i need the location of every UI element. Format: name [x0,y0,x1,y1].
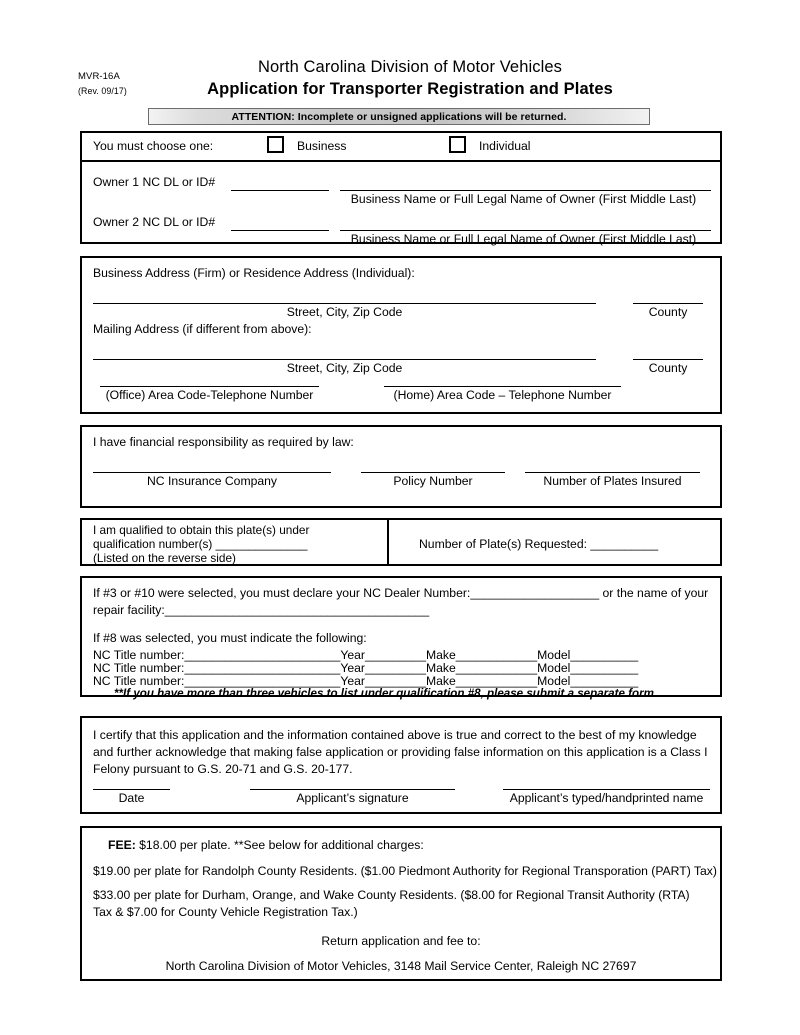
home-phone-field[interactable] [384,386,621,387]
checkbox-individual[interactable] [449,136,466,153]
model-field[interactable]: __________ [570,661,639,675]
fee-line [108,837,424,854]
dealer-number-label: If #3 or #10 were selected, you must declare your NC Dealer Number: [93,586,471,600]
checkbox-business[interactable] [267,136,284,153]
signature-field[interactable] [250,789,455,790]
dealer-number-line [93,585,713,602]
policy-number-caption: Policy Number [393,474,473,488]
owner-fields [82,162,720,244]
qualification-line-3: (Listed on the reverse side) [93,551,236,565]
owner2-name-field[interactable] [340,230,711,231]
model-label: Model [537,661,571,675]
certification-section [80,716,722,814]
year-label: Year [340,648,365,662]
vehicle-footnote: **If you have more than three vehicles to list under qualification #8, please submit a separate form. [114,687,658,700]
return-address: North Carolina Division of Motor Vehicles, 3148 Mail Service Center, Raleigh NC 27697 [165,959,637,973]
document-header [0,58,800,99]
model-field[interactable]: __________ [570,648,639,662]
owner1-id-field[interactable] [231,190,329,191]
home-phone-caption: (Home) Area Code – Telephone Number [393,388,612,402]
year-field[interactable]: _________ [364,648,426,662]
model-label: Model [537,674,571,688]
model-field[interactable]: __________ [570,674,639,688]
insurance-company-caption: NC Insurance Company [146,474,278,488]
make-field[interactable]: ____________ [455,661,538,675]
page-title: Application for Transporter Registration and Plates [207,80,613,98]
title-number-field[interactable]: _______________________ [184,661,341,675]
year-field[interactable]: _________ [364,661,426,675]
title-number-label: NC Title number: [93,648,185,662]
date-field[interactable] [93,789,170,790]
attention-text: ATTENTION: Incomplete or unsigned applications will be returned. [231,110,567,123]
owner2-name-caption: Business Name or Full Legal Name of Owner (First Middle Last) [350,232,697,246]
fee-durham-line-2: Tax & $7.00 for County Vehicle Registration Tax.) [93,905,358,919]
owner-section [80,131,722,244]
office-phone-field[interactable] [100,386,319,387]
choose-one-label: You must choose one: [93,139,214,153]
attention-banner [148,108,650,125]
qualification-section [80,518,722,566]
fee-section [80,826,722,981]
certification-paragraph: I certify that this application and the information contained above is true and correct to the best of my knowledge and further acknowledge that making false application or providing false information on this application is a Class I Felony pursuant to G.S. 20-71 and G.S. 20-177. [93,728,708,776]
title-number-label: NC Title number: [93,661,185,675]
street-caption-2: Street, City, Zip Code [286,361,403,375]
label-business: Business [297,139,347,153]
owner1-name-field[interactable] [340,190,711,191]
printed-name-caption: Applicant’s typed/handprinted name [509,791,704,805]
office-phone-caption: (Office) Area Code-Telephone Number [105,388,314,402]
qualification-line-1: I am qualified to obtain this plate(s) under [93,523,310,537]
fee-label: FEE: [108,838,136,852]
dealer-number-field[interactable]: ___________________ [470,586,600,600]
return-to-label: Return application and fee to: [321,934,481,948]
agency-name: North Carolina Division of Motor Vehicles [258,58,562,76]
make-field[interactable]: ____________ [455,674,538,688]
owner1-name-caption: Business Name or Full Legal Name of Owner (First Middle Last) [350,192,697,206]
printed-name-field[interactable] [503,789,710,790]
qualification-line-2[interactable]: qualification number(s) ______________ [93,537,308,551]
street-caption-1: Street, City, Zip Code [286,305,403,319]
fee-durham-line-1: $33.00 per plate for Durham, Orange, and Wake County Residents. ($8.00 for Regional Transit Authority (RTA) [93,888,690,902]
choose-one-row [82,133,720,162]
financial-responsibility-label: I have financial responsibility as required by law: [93,435,354,449]
county-caption-1: County [648,305,688,319]
qualification-8-label: If #8 was selected, you must indicate the following: [93,631,367,645]
address-section [80,256,722,414]
owner1-label: Owner 1 NC DL or ID# [93,175,216,189]
qualification-divider [387,520,389,564]
form-revision: (Rev. 09/17) [78,85,127,96]
county-field-1[interactable] [633,303,703,304]
form-code: MVR-16A [78,71,120,82]
mailing-address-label: Mailing Address (if different from above): [93,322,312,336]
date-caption: Date [118,791,145,805]
plates-insured-caption: Number of Plates Insured [543,474,682,488]
form-code-block [78,70,127,98]
fee-randolph-line: $19.00 per plate for Randolph County Residents. ($1.00 Piedmont Authority for Regional Transporation (PART) Tax) [93,864,717,878]
business-address-field[interactable] [93,303,596,304]
label-individual: Individual [479,139,531,153]
year-field[interactable]: _________ [364,674,426,688]
owner2-label: Owner 2 NC DL or ID# [93,215,216,229]
business-address-label: Business Address (Firm) or Residence Address (Individual): [93,266,415,280]
year-label: Year [340,661,365,675]
year-label: Year [340,674,365,688]
plates-requested-field[interactable]: Number of Plate(s) Requested: __________ [419,537,659,551]
make-label: Make [425,648,456,662]
make-label: Make [425,661,456,675]
signature-caption: Applicant’s signature [296,791,409,805]
title-number-field[interactable]: _______________________ [184,648,341,662]
mailing-address-field[interactable] [93,359,596,360]
dealer-number-suffix: or the name of your [599,586,709,600]
repair-facility-line[interactable]: repair facility:_______________________________________ [93,603,430,617]
dealer-vehicle-section [80,576,722,700]
insurance-company-field[interactable] [93,472,331,473]
plates-insured-field[interactable] [525,472,700,473]
make-label: Make [425,674,456,688]
insurance-section [80,425,722,508]
fee-amount-text: $18.00 per plate. **See below for additional charges: [135,838,424,852]
policy-number-field[interactable] [361,472,505,473]
title-number-field[interactable]: _______________________ [184,674,341,688]
model-label: Model [537,648,571,662]
make-field[interactable]: ____________ [455,648,538,662]
county-field-2[interactable] [633,359,703,360]
title-number-label: NC Title number: [93,674,185,688]
county-caption-2: County [648,361,688,375]
owner2-id-field[interactable] [231,230,329,231]
